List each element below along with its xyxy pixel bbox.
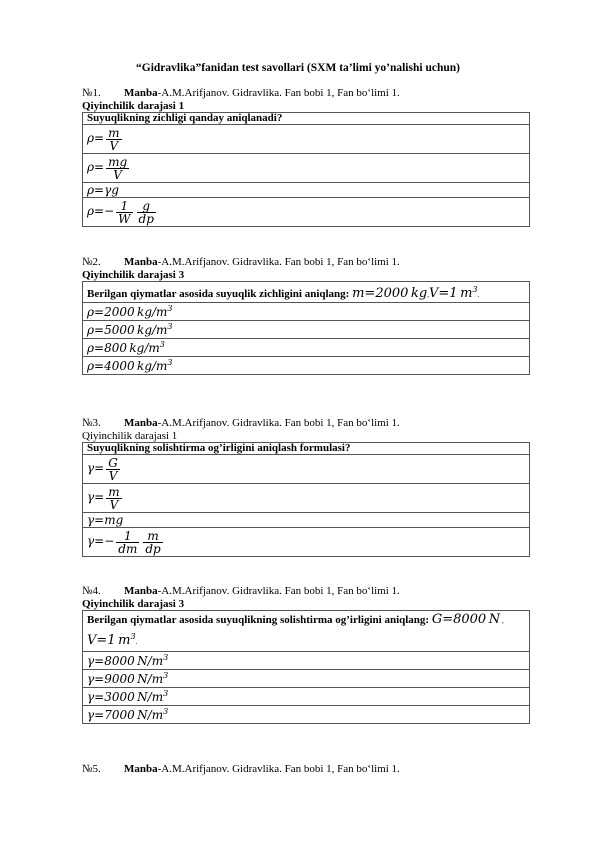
question-text: Berilgan qiymatlar asosida suyuqlik zichligini aniqlang: m=2000 kg,V=1 $m^3$.: [83, 282, 530, 303]
question-5: [82, 763, 530, 776]
source-text: -A.M.Arifjanov. Gidravlika. Fan bobi 1, Fan bo‘limi 1.: [157, 763, 400, 775]
answer-option-3: ρ=800 $kg/m^3$: [83, 339, 530, 357]
source-label: Manba: [124, 763, 158, 775]
question-number: №5.: [82, 763, 101, 775]
source-label: Manba: [124, 585, 158, 597]
difficulty-level: Qiyinchilik darajasi 3: [82, 598, 185, 610]
question-number: №4.: [82, 585, 101, 597]
answer-option-2: γ=9000 $N/m^3$: [83, 670, 530, 688]
answer-option-2: ρ=5000 $kg/m^3$: [83, 321, 530, 339]
answer-option-2: γ= $\frac{m}{V}$: [83, 484, 530, 513]
question-4: [82, 585, 530, 724]
source-label: Manba: [124, 87, 158, 99]
question-table: [82, 442, 530, 557]
answer-option-1: ρ=2000 $kg/m^3$: [83, 303, 530, 321]
question-1: [82, 87, 530, 227]
question-table: [82, 610, 530, 724]
question-number: №1.: [82, 87, 101, 99]
answer-option-3: γ=mg: [83, 513, 530, 528]
difficulty-level: Qiyinchilik darajasi 3: [82, 269, 185, 281]
answer-option-4: ρ=− $\frac{1}{W}$ $\frac{g}{dp}$: [83, 198, 530, 227]
question-table: [82, 112, 530, 227]
answer-option-4: ρ=4000 $kg/m^3$: [83, 357, 530, 375]
answer-option-2: ρ= $\frac{mg}{V}$: [83, 154, 530, 183]
question-meta: [82, 87, 530, 100]
question-meta: [82, 256, 530, 269]
question-meta: [82, 763, 530, 776]
question-text: Berilgan qiymatlar asosida suyuqlikning solishtirma og’irligini aniqlang: G=8000 N , V=1 $m^3$.: [83, 611, 530, 652]
question-2: [82, 256, 530, 375]
answer-option-1: γ=8000 $N/m^3$: [83, 652, 530, 670]
source-label: Manba: [124, 256, 158, 268]
question-meta: [82, 417, 530, 430]
source-text: -A.M.Arifjanov. Gidravlika. Fan bobi 1, Fan bo‘limi 1.: [157, 417, 400, 429]
answer-option-3: γ=3000 $N/m^3$: [83, 688, 530, 706]
page-title: “Gidravlika”fanidan test savollari (SXM ta’limi yo’nalishi uchun): [136, 62, 460, 74]
question-text: Suyuqlikning zichligi qanday aniqlanadi?: [83, 113, 530, 125]
answer-option-4: γ=− $\frac{1}{dm}$ $\frac{m}{dp}$: [83, 528, 530, 557]
difficulty-level: Qiyinchilik darajasi 1: [82, 430, 178, 442]
question-3: [82, 417, 530, 557]
question-table: [82, 281, 530, 375]
difficulty-level: Qiyinchilik darajasi 1: [82, 100, 185, 112]
source-label: Manba: [124, 417, 158, 429]
answer-option-1: γ= $\frac{G}{V}$: [83, 455, 530, 484]
source-text: -A.M.Arifjanov. Gidravlika. Fan bobi 1, Fan bo‘limi 1.: [157, 256, 400, 268]
question-number: №3.: [82, 417, 101, 429]
source-text: -A.M.Arifjanov. Gidravlika. Fan bobi 1, Fan bo‘limi 1.: [157, 585, 400, 597]
answer-option-3: ρ=γg: [83, 183, 530, 198]
source-text: -A.M.Arifjanov. Gidravlika. Fan bobi 1, Fan bo‘limi 1.: [157, 87, 400, 99]
answer-option-1: ρ= $\frac{m}{V}$: [83, 125, 530, 154]
question-text: Suyuqlikning solishtirma og’irligini aniqlash formulasi?: [83, 443, 530, 455]
answer-option-4: γ=7000 $N/m^3$: [83, 706, 530, 724]
question-meta: [82, 585, 530, 598]
question-number: №2.: [82, 256, 101, 268]
